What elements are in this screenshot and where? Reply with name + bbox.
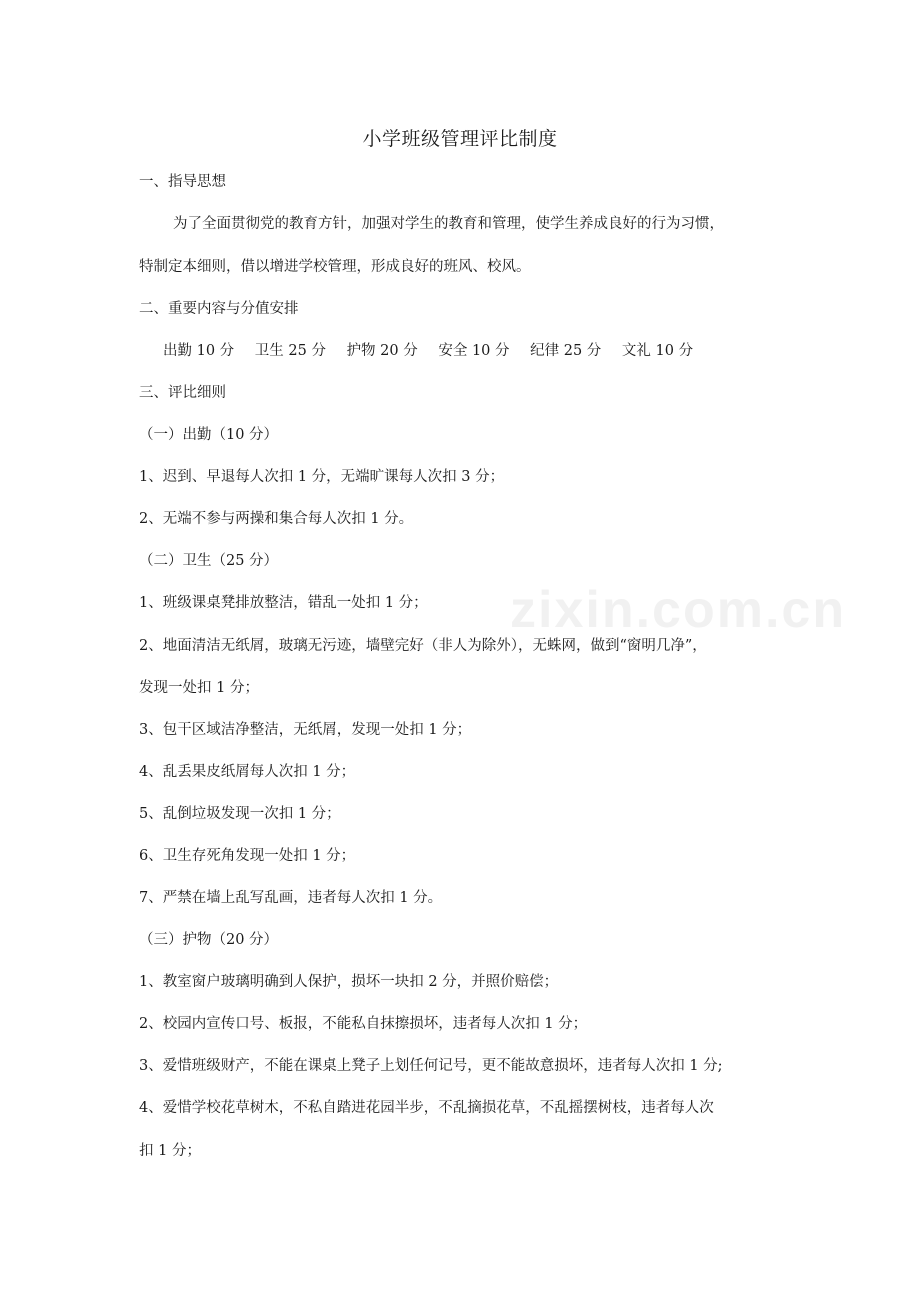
rule-item: 2、校园内宣传口号、板报，不能私自抹擦损坏，违者每人次扣 1 分； xyxy=(139,1016,588,1032)
rule-item: 2、地面清洁无纸屑，玻璃无污迹，墙壁完好（非人为除外），无蛛网，做到“窗明几净”， xyxy=(139,638,707,654)
rule-item-continuation: 发现一处扣 1 分； xyxy=(139,680,259,696)
score-item-etiquette: 文礼 10 分 xyxy=(621,343,694,359)
paragraph-line: 为了全面贯彻党的教育方针，加强对学生的教育和管理，使学生养成良好的行为习惯， xyxy=(173,216,724,232)
section-heading-content-scores: 二、重要内容与分值安排 xyxy=(139,301,299,317)
rule-item: 7、严禁在墙上乱写乱画，违者每人次扣 1 分。 xyxy=(139,890,443,906)
rule-item: 5、乱倒垃圾发现一次扣 1 分； xyxy=(139,806,341,822)
score-item-attendance: 出勤 10 分 xyxy=(163,343,235,359)
rule-item: 1、迟到、早退每人次扣 1 分，无端旷课每人次扣 3 分； xyxy=(139,469,505,485)
score-list xyxy=(163,341,828,361)
rule-item: 2、无端不参与两操和集合每人次扣 1 分。 xyxy=(139,511,414,527)
score-item-property: 护物 20 分 xyxy=(346,343,418,359)
score-item-hygiene: 卫生 25 分 xyxy=(254,343,326,359)
score-item-safety: 安全 10 分 xyxy=(438,343,510,359)
rule-item: 4、乱丢果皮纸屑每人次扣 1 分； xyxy=(139,764,356,780)
subsection-heading-hygiene: （二）卫生（25 分） xyxy=(139,553,279,569)
rule-item: 3、爱惜班级财产，不能在课桌上凳子上划任何记号，更不能故意损坏，违者每人次扣 1 分; xyxy=(139,1058,723,1074)
document-title: 小学班级管理评比制度 xyxy=(362,128,558,150)
rule-item-continuation: 扣 1 分； xyxy=(139,1143,201,1159)
subsection-heading-attendance: （一）出勤（10 分） xyxy=(139,427,279,443)
paragraph-line: 特制定本细则，借以增进学校管理，形成良好的班风、校风。 xyxy=(139,259,531,275)
rule-item: 1、班级课桌凳排放整洁，错乱一处扣 1 分； xyxy=(139,595,428,611)
rule-item: 3、包干区域洁净整洁，无纸屑，发现一处扣 1 分； xyxy=(139,722,472,738)
score-item-discipline: 纪律 25 分 xyxy=(530,343,602,359)
rule-item: 6、卫生存死角发现一处扣 1 分； xyxy=(139,848,356,864)
section-heading-guiding-thought: 一、指导思想 xyxy=(139,174,226,190)
section-heading-evaluation-rules: 三、评比细则 xyxy=(139,385,226,401)
rule-item: 1、教室窗户玻璃明确到人保护，损坏一块扣 2 分，并照价赔偿； xyxy=(139,974,559,990)
rule-item: 4、爱惜学校花草树木，不私自踏进花园半步，不乱摘损花草，不乱摇摆树枝，违者每人次 xyxy=(139,1100,714,1116)
watermark: zixin.com.cn xyxy=(510,581,847,639)
subsection-heading-property: （三）护物（20 分） xyxy=(139,932,279,948)
